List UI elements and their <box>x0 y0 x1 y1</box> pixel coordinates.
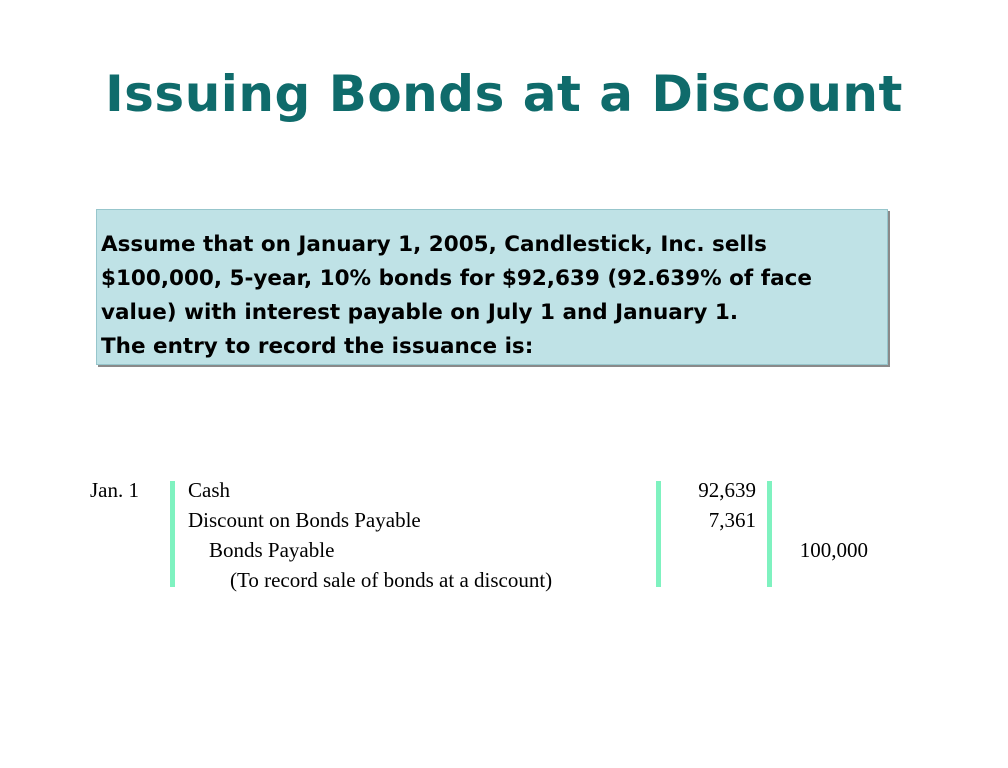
journal-credit-bonds-payable: 100,000 <box>799 538 868 562</box>
journal-left-rule <box>170 481 175 587</box>
journal-credit-rule <box>767 481 772 587</box>
callout-line-2: $100,000, 5-year, 10% bonds for $92,639 (92.639% of face <box>101 266 812 291</box>
callout-line-1: Assume that on January 1, 2005, Candlestick, Inc. sells <box>101 232 767 257</box>
callout-line-4: The entry to record the issuance is: <box>101 334 534 359</box>
callout-line-3: value) with interest payable on July 1 and January 1. <box>101 300 738 325</box>
journal-account-cash: Cash <box>188 478 230 502</box>
journal-date: Jan. 1 <box>90 478 139 502</box>
journal-account-bonds-payable: Bonds Payable <box>209 538 335 562</box>
journal-debit-cash: 92,639 <box>698 478 756 502</box>
journal-explanation: (To record sale of bonds at a discount) <box>230 568 553 592</box>
journal-account-discount: Discount on Bonds Payable <box>188 508 421 532</box>
journal-debit-discount: 7,361 <box>708 508 756 532</box>
slide-title: Issuing Bonds at a Discount <box>105 65 903 123</box>
